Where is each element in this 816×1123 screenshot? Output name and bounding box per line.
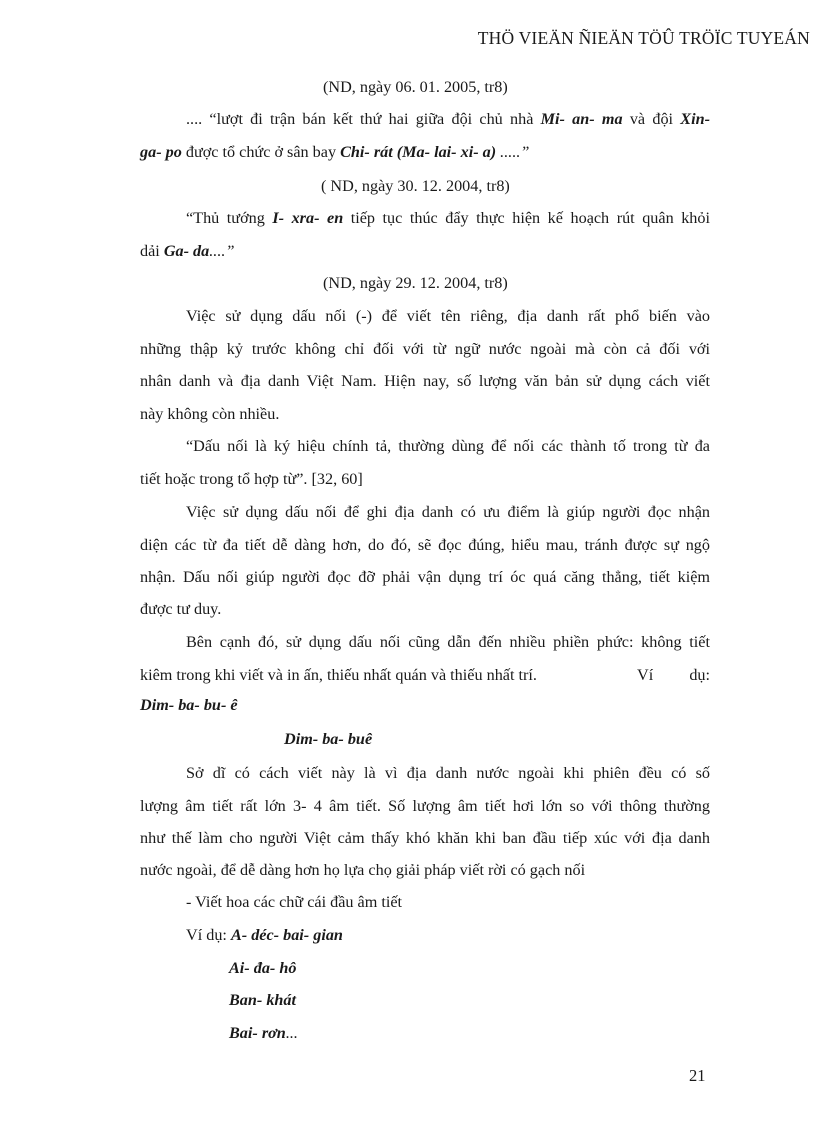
example-line: Ví dụ: A- déc- bai- gian xyxy=(186,926,343,944)
paragraph-line: Sở dĩ có cách viết này là vì địa danh nước ngoài khi phiên đều có số xyxy=(186,764,710,782)
example-line: Bai- rơn... xyxy=(229,1024,298,1042)
paragraph-line: diện các từ đa tiết dễ dàng hơn, do đó, sẽ đọc đúng, hiểu mau, tránh được sự ngộ xyxy=(140,536,710,554)
citation-line: (ND, ngày 06. 01. 2005, tr8) xyxy=(323,78,508,96)
paragraph-line: những thập kỷ trước không chỉ đối với từ ngữ nước ngoài mà còn cả đối với xyxy=(140,340,710,358)
site-header-title: THÖ VIEÄN ÑIEÄN TÖÛ TRÖÏC TUYEÁN xyxy=(477,28,810,48)
example-line: Ban- khát xyxy=(229,991,297,1009)
page-number: 21 xyxy=(689,1066,706,1085)
quote-line: dải Ga- da....” xyxy=(140,242,235,260)
paragraph-line: kiêm trong khi viết và in ấn, thiếu nhất quán và thiếu nhất trí. Ví dụ: xyxy=(140,666,710,684)
citation-line: (ND, ngày 29. 12. 2004, tr8) xyxy=(323,274,508,292)
example-line: Dim- ba- buê xyxy=(284,730,373,748)
quote-line: .... “lượt đi trận bán kết thứ hai giữa đội chủ nhà Mi- an- ma và đội Xin- xyxy=(186,110,710,128)
example-line: Dim- ba- bu- ê xyxy=(140,696,238,714)
paragraph-line: “Dấu nối là ký hiệu chính tả, thường dùng để nối các thành tố trong từ đa xyxy=(186,437,710,455)
paragraph-line: như thế làm cho người Việt cảm thấy khó khăn khi ban đầu tiếp xúc với địa danh xyxy=(140,829,710,847)
paragraph-line: này không còn nhiều. xyxy=(140,405,280,423)
paragraph-line: nhận. Dấu nối giúp người đọc đỡ phải vận dụng trí óc quá căng thẳng, tiết kiệm xyxy=(140,568,710,586)
paragraph-line: Việc sử dụng dấu nối (-) để viết tên riêng, địa danh rất phổ biến vào xyxy=(186,307,710,325)
paragraph-line: được tư duy. xyxy=(140,600,222,618)
paragraph-line: nhân danh và địa danh Việt Nam. Hiện nay, số lượng văn bản sử dụng cách viết xyxy=(140,372,710,390)
quote-line: ga- po được tổ chức ở sân bay Chi- rát (Ma- lai- xi- a) .....” xyxy=(140,143,530,161)
paragraph-line: Bên cạnh đó, sử dụng dấu nối cũng dẫn đến nhiều phiền phức: không tiết xyxy=(186,633,710,651)
paragraph-line: lượng âm tiết rất lớn 3- 4 âm tiết. Số lượng âm tiết hơi lớn so với thông thường xyxy=(140,797,710,815)
example-line: Ai- đa- hô xyxy=(229,959,297,977)
paragraph-line: tiết hoặc trong tổ hợp từ”. [32, 60] xyxy=(140,470,363,488)
paragraph-line: nước ngoài, để dễ dàng hơn họ lựa chọ giải pháp viết rời có gạch nối xyxy=(140,861,586,879)
paragraph-line: Việc sử dụng dấu nối để ghi địa danh có ưu điểm là giúp người đọc nhận xyxy=(186,503,710,521)
list-item: - Viết hoa các chữ cái đầu âm tiết xyxy=(186,893,403,911)
citation-line: ( ND, ngày 30. 12. 2004, tr8) xyxy=(321,177,510,195)
quote-line: “Thủ tướng I- xra- en tiếp tục thúc đẩy thực hiện kế hoạch rút quân khỏi xyxy=(186,209,710,227)
